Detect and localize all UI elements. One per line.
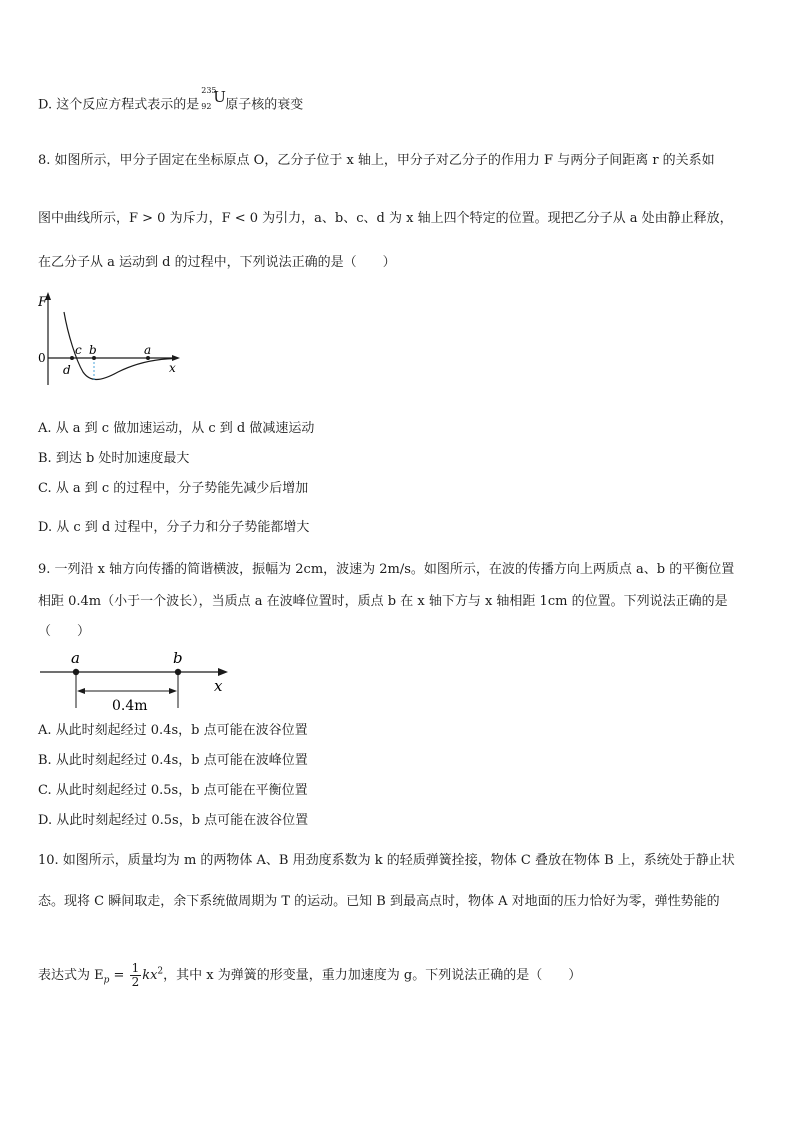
label-zero: 0 xyxy=(38,351,46,365)
q9-wave-diagram xyxy=(38,646,238,716)
q10-line1: 10. 如图所示，质量均为 m 的两物体 A、B 用劲度系数为 k 的轻质弹簧拴接，物体 C 叠放在物体 B 上，系统处于静止状 xyxy=(38,853,735,868)
q10-line3: 表达式为 $E_p$ = $\frac{1}{2}$ $kx^2$，其中 x 为弹簧的形变量，重力加速度为 g。下列说法正确的是（ ） xyxy=(38,961,582,989)
q9-line1: 9. 一列沿 x 轴方向传播的简谐横波，振幅为 2cm，波速为 2m/s。如图所示，在波的传播方向上两质点 a、b 的平衡位置 xyxy=(38,562,735,577)
q8-force-graph xyxy=(38,290,188,390)
point-c xyxy=(70,356,74,360)
prev-option-d: D. 这个反应方程式表示的是 235 92 U 原子核的衰变 xyxy=(38,86,304,113)
q8-option-a: A. 从 a 到 c 做加速运动，从 c 到 d 做减速运动 xyxy=(38,421,315,436)
label-distance: 0.4m xyxy=(112,698,148,714)
label-a: a xyxy=(144,343,152,357)
q9-line3: （ ） xyxy=(38,624,91,639)
label-b: b xyxy=(173,649,183,667)
label-x: x xyxy=(214,677,223,695)
q8-line3: 在乙分子从 a 运动到 d 的过程中，下列说法正确的是（ ） xyxy=(38,255,396,270)
label-d: d xyxy=(63,363,71,377)
q8-option-b: B. 到达 b 处时加速度最大 xyxy=(38,451,190,466)
x-axis-arrow xyxy=(218,668,228,676)
q9-line2: 相距 0.4m（小于一个波长），当质点 a 在波峰位置时，质点 b 在 x 轴下方与 x 轴相距 1cm 的位置。下列说法正确的是 xyxy=(38,594,728,609)
label-x: x xyxy=(169,361,176,375)
q8-option-d: D. 从 c 到 d 过程中，分子力和分子势能都增大 xyxy=(38,520,310,535)
q10-line2: 态。现将 C 瞬间取走，余下系统做周期为 T 的运动。已知 B 到最高点时，物体 A 对地面的压力恰好为零，弹性势能的 xyxy=(38,894,720,909)
q9-option-d: D. 从此时刻起经过 0.5s，b 点可能在波谷位置 xyxy=(38,813,309,828)
q9-option-c: C. 从此时刻起经过 0.5s，b 点可能在平衡位置 xyxy=(38,783,308,798)
distance-arrow-right xyxy=(169,688,177,694)
label-b: b xyxy=(89,343,97,357)
label-a: a xyxy=(71,649,80,667)
q9-option-a: A. 从此时刻起经过 0.4s，b 点可能在波谷位置 xyxy=(38,723,308,738)
label-c: c xyxy=(75,343,82,357)
q9-option-b: B. 从此时刻起经过 0.4s，b 点可能在波峰位置 xyxy=(38,753,308,768)
q8-line1: 8. 如图所示，甲分子固定在坐标原点 O，乙分子位于 x 轴上，甲分子对乙分子的作用力 F 与两分子间距离 r 的关系如 xyxy=(38,153,715,168)
uranium-isotope: 235 92 U xyxy=(201,86,226,111)
one-half-fraction: $\frac{1}{2}$ xyxy=(131,961,140,989)
label-f: F xyxy=(38,295,48,310)
q8-option-c: C. 从 a 到 c 的过程中，分子势能先减少后增加 xyxy=(38,481,309,496)
distance-arrow-left xyxy=(77,688,85,694)
q8-line2: 图中曲线所示，F > 0 为斥力，F < 0 为引力，a、b、c、d 为 x 轴上四个特定的位置。现把乙分子从 a 处由静止释放， xyxy=(38,211,733,226)
